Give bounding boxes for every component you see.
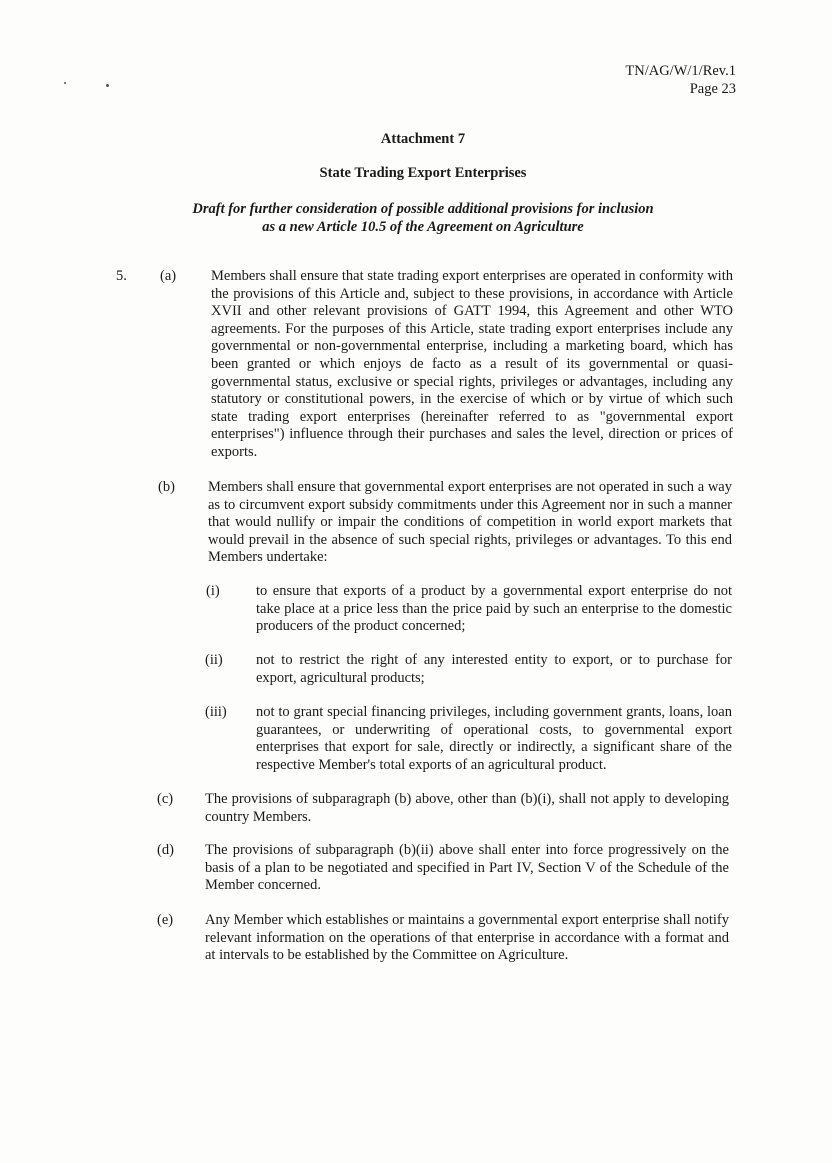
draft-note-line-1: Draft for further consideration of possible additional provisions for inclusion [192, 201, 654, 217]
attachment-subtitle: State Trading Export Enterprises [319, 165, 527, 181]
item-a-text: Members shall ensure that state trading export enterprises are operated in conformity with the provisions of this Article and, subject to these provisions, in accordance with Article XVII and other relevant provisions of GATT 1994, this Agreement and other WTO agreements. For the purposes of this Article, state trading export enterprises include any governmental or non-governmental enterprise, including a marketing board, which has been granted or which enjoys de facto as a result of its governmental or quasi-governmental status, exclusive or special rights, privileges or advantages, including any statutory or constitutional powers, in the exercise of which or by virtue of which such state trading export enterprises (hereinafter referred to as "governmental export enterprises") influence through their purchases and sales the level, direction or prices of exports. [211, 268, 733, 460]
item-b-ii-text: not to restrict the right of any interested entity to export, or to purchase for export, agricultural products; [256, 652, 732, 686]
document-symbol: TN/AG/W/1/Rev.1 [625, 63, 736, 79]
draft-note [0, 200, 832, 236]
attachment-title: Attachment 7 [380, 131, 466, 147]
item-b-i-label: (i) [206, 583, 220, 599]
item-d-text: The provisions of subparagraph (b)(ii) above shall enter into force progressively on the basis of a plan to be negotiated and specified in Part IV, Section V of the Schedule of the Member concerned. [205, 842, 729, 894]
draft-note-line-2: as a new Article 10.5 of the Agreement on Agriculture [262, 219, 584, 235]
item-b-text: Members shall ensure that governmental export enterprises are not operated in such a way as to circumvent export subsidy commitments under this Agreement nor in such a manner that would nullify or impair the conditions of competition in world export markets that would prevail in the absence of such special rights, privileges or advantages. To this end Members undertake: [208, 479, 732, 566]
scan-speck [64, 82, 66, 84]
item-b-iii-label: (iii) [205, 704, 227, 720]
item-b-label: (b) [158, 479, 175, 495]
item-b-i-text: to ensure that exports of a product by a governmental export enterprise do not take place at a price less than the price paid by such an enterprise to the domestic producers of the product concerned; [256, 583, 732, 635]
item-e-label: (e) [157, 912, 174, 928]
item-e-text: Any Member which establishes or maintains a governmental export enterprise shall notify relevant information on the operations of that enterprise in accordance with a format and at intervals to be established by the Committee on Agriculture. [205, 912, 729, 964]
item-c-label: (c) [157, 791, 174, 807]
item-a-label: (a) [160, 268, 177, 284]
item-b-iii-text: not to grant special financing privileges, including government grants, loans, loan guarantees, or underwriting of operational costs, to governmental export enterprises that export for sale, directly or indirectly, a significant share of the respective Member's total exports of an agricultural product. [256, 704, 732, 773]
item-d-label: (d) [157, 842, 174, 858]
document-header [625, 62, 736, 98]
item-c-text: The provisions of subparagraph (b) above, other than (b)(i), shall not apply to developing country Members. [205, 791, 729, 825]
page-number: Page 23 [689, 81, 736, 97]
paragraph-number: 5. [116, 268, 127, 284]
item-b-ii-label: (ii) [205, 652, 223, 668]
scan-speck [106, 84, 109, 87]
